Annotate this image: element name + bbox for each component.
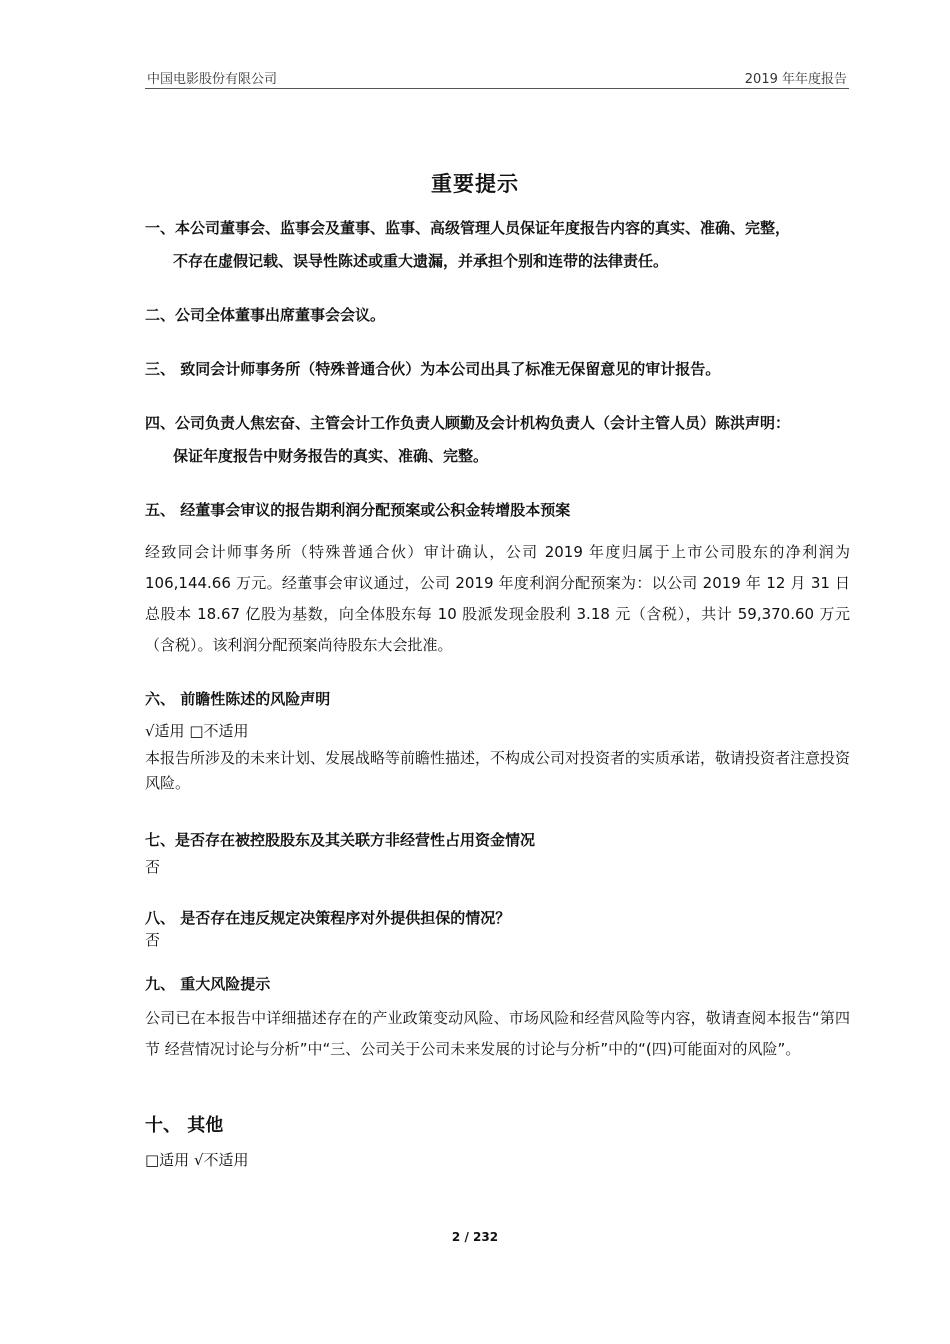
item-one-line1: 一、本公司董事会、监事会及董事、监事、高级管理人员保证年度报告内容的真实、准确、完整，: [145, 219, 791, 237]
item-six-applicability: √适用 □不适用: [145, 722, 249, 740]
item-seven-answer: 否: [145, 858, 161, 876]
item-ten-heading: 十、 其他: [145, 1115, 224, 1136]
page-header: [145, 66, 849, 89]
item-six-body: 本报告所涉及的未来计划、发展战略等前瞻性描述，不构成公司对投资者的实质承诺，敬请投资者注意投资风险。: [145, 749, 851, 792]
page-number: 2 / 232: [451, 1230, 499, 1244]
item-five-body: 经致同会计师事务所（特殊普通合伙）审计确认，公司 2019 年度归属于上市公司股东的净利润为 106,144.66 万元。经董事会审议通过，公司 2019 年度利润分配预案为：以公司 2019 年 12 月 31 日总股本 18.67 亿股为基数，向全体股东每 10 股派发现金股利 3.18 元（含税），共计 59,370.60 万元（含税）。该利润分配预案尚待股东大会批准。: [145, 543, 850, 654]
item-ten-applicability: □适用 √不适用: [145, 1151, 249, 1169]
item-two: 二、公司全体董事出席董事会会议。: [145, 306, 386, 324]
item-four-line2: 保证年度报告中财务报告的真实、准确、完整。: [173, 447, 489, 465]
header-company: 中国电影股份有限公司: [147, 72, 278, 87]
item-eight-heading: 八、 是否存在违反规定决策程序对外提供担保的情况？: [145, 909, 511, 927]
header-report-title: 2019 年年度报告: [744, 72, 847, 87]
item-nine-heading: 九、 重大风险提示: [145, 975, 271, 993]
item-eight-answer: 否: [145, 931, 161, 949]
item-five-heading: 五、 经董事会审议的报告期利润分配预案或公积金转增股本预案: [145, 501, 571, 519]
item-seven-heading: 七、是否存在被控股股东及其关联方非经营性占用资金情况: [145, 831, 536, 849]
item-one-line2: 不存在虚假记载、误导性陈述或重大遗漏，并承担个别和连带的法律责任。: [173, 252, 669, 270]
item-one: [145, 216, 850, 274]
item-nine-body: 公司已在本报告中详细描述存在的产业政策变动风险、市场风险和经营风险等内容，敬请查阅本报告“第四节 经营情况讨论与分析”中“三、公司关于公司未来发展的讨论与分析”中的“(四)可能面对的风险”。: [145, 1009, 850, 1058]
item-six-heading: 六、 前瞻性陈述的风险声明: [145, 690, 331, 708]
item-four: [145, 411, 850, 469]
page-title: 重要提示: [431, 172, 519, 196]
item-three: 三、 致同会计师事务所（特殊普通合伙）为本公司出具了标准无保留意见的审计报告。: [145, 360, 721, 378]
item-four-line1: 四、公司负责人焦宏奋、主管会计工作负责人顾勤及会计机构负责人（会计主管人员）陈洪声明：: [145, 414, 791, 432]
